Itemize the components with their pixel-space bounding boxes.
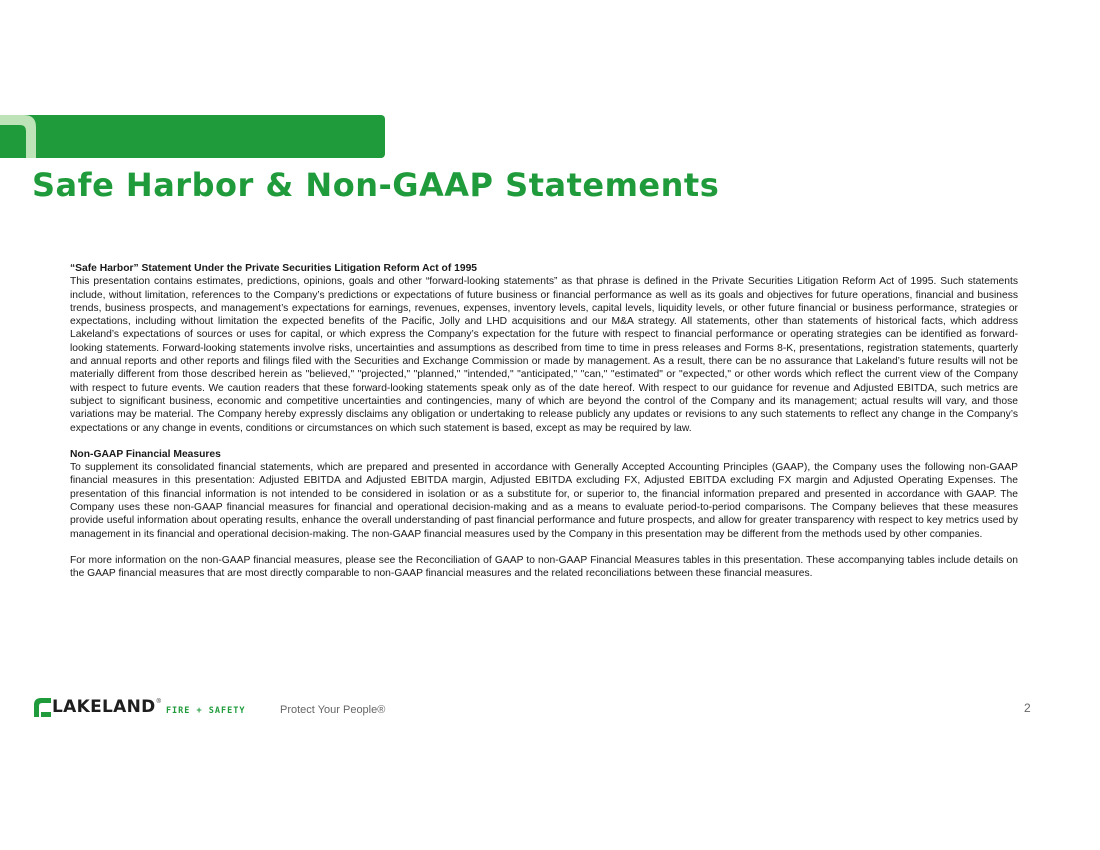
logo-subtext: FIRE + SAFETY (165, 706, 246, 716)
logo-wordmark: LAKELAND (52, 697, 156, 717)
safe-harbor-section (70, 262, 1018, 435)
logo-trademark: ® (156, 699, 161, 705)
brand-leaf-icon (0, 115, 36, 158)
more-info-paragraph: For more information on the non-GAAP financial measures, please see the Reconciliation of GAAP to non-GAAP Financial Measures tables in this presentation. These accompanying tables include details on the GAAP financial measures that are most directly comparable to non-GAAP financial measures and the related reconciliations between these financial measures. (70, 554, 1018, 580)
more-info-section (70, 554, 1018, 581)
non-gaap-heading: Non-GAAP Financial Measures (70, 448, 221, 460)
page-title: Safe Harbor & Non-GAAP Statements (32, 166, 720, 204)
page-number: 2 (1024, 701, 1031, 715)
non-gaap-section (70, 448, 1018, 541)
safe-harbor-paragraph: This presentation contains estimates, predictions, opinions, goals and other “forward-looking statements” as that phrase is defined in the Private Securities Litigation Reform Act of 1995. Such statements include, without limitation, references to the Company’s predictions or expectations of future business or financial performance as well as its goals and objectives for future operations, financial and business trends, business prospects, and management’s expectations for earnings, revenues, expenses, inventory levels, capital levels, liquidity levels, or other future financial or business performance, strategies or expectations, including without limitation the expected benefits of the Pacific, Jolly and LHD acquisitions and our M&A strategy. All statements, other than statements of historical facts, which address Lakeland’s expectations of sources or uses for capital, or which express the Company’s expectation for the future with respect to financial performance or operating strategies can be identified as forward-looking statements. Forward-looking statements involve risks, uncertainties and assumptions as described from time to time in press releases and Forms 8-K, presentations, registration statements, quarterly and annual reports and other reports and filings filed with the Securities and Exchange Commission or made by management. As a result, there can be no assurance that Lakeland’s future results will not be materially different from those described herein as "believed," "projected," "planned," "intended," "anticipated," "can," "estimated" or "expected," or other words which reflect the current view of the Company with respect to future events. We caution readers that these forward-looking statements speak only as of the date hereof. With respect to our guidance for revenue and Adjusted EBITDA, such metrics are subject to significant business, economic and competitive uncertainties and contingencies, many of which are beyond the control of the Company and its management; actual results will vary, and those variations may be material. The Company hereby expressly disclaims any obligation or undertaking to release publicly any updates or revisions to any such statements to reflect any change in the Company’s expectations or any change in events, conditions or circumstances on which such statement is based, except as may be required by law. (70, 276, 1018, 434)
disclaimer-body (70, 262, 1018, 581)
non-gaap-paragraph: To supplement its consolidated financial statements, which are prepared and presented in accordance with Generally Accepted Accounting Principles (GAAP), the Company uses the following non-GAAP financial measures in this presentation: Adjusted EBITDA and Adjusted EBITDA margin, Adjusted EBITDA excluding FX, Adjusted EBITDA excluding FX margin and Adjusted Operating Expenses. The presentation of this financial information is not intended to be considered in isolation or as a substitute for, or superior to, the financial information prepared and presented in accordance with GAAP. The Company uses these non-GAAP financial measures for financial and operational decision-making and as a means to evaluate period-to-period comparisons. The Company believes that these measures provide useful information about operating results, enhance the overall understanding of past financial performance and future prospects, and allow for greater transparency with respect to key metrics used by management in its financial and operational decision-making. The non-GAAP financial measures used by the Company in this presentation may be different from the methods used by other companies. (70, 462, 1018, 540)
footer-tagline: Protect Your People® (280, 704, 386, 716)
lakeland-leaf-icon (34, 698, 51, 717)
lakeland-logo (34, 698, 245, 717)
header-accent-bar (0, 115, 385, 158)
safe-harbor-heading: “Safe Harbor” Statement Under the Private Securities Litigation Reform Act of 1995 (70, 263, 478, 274)
